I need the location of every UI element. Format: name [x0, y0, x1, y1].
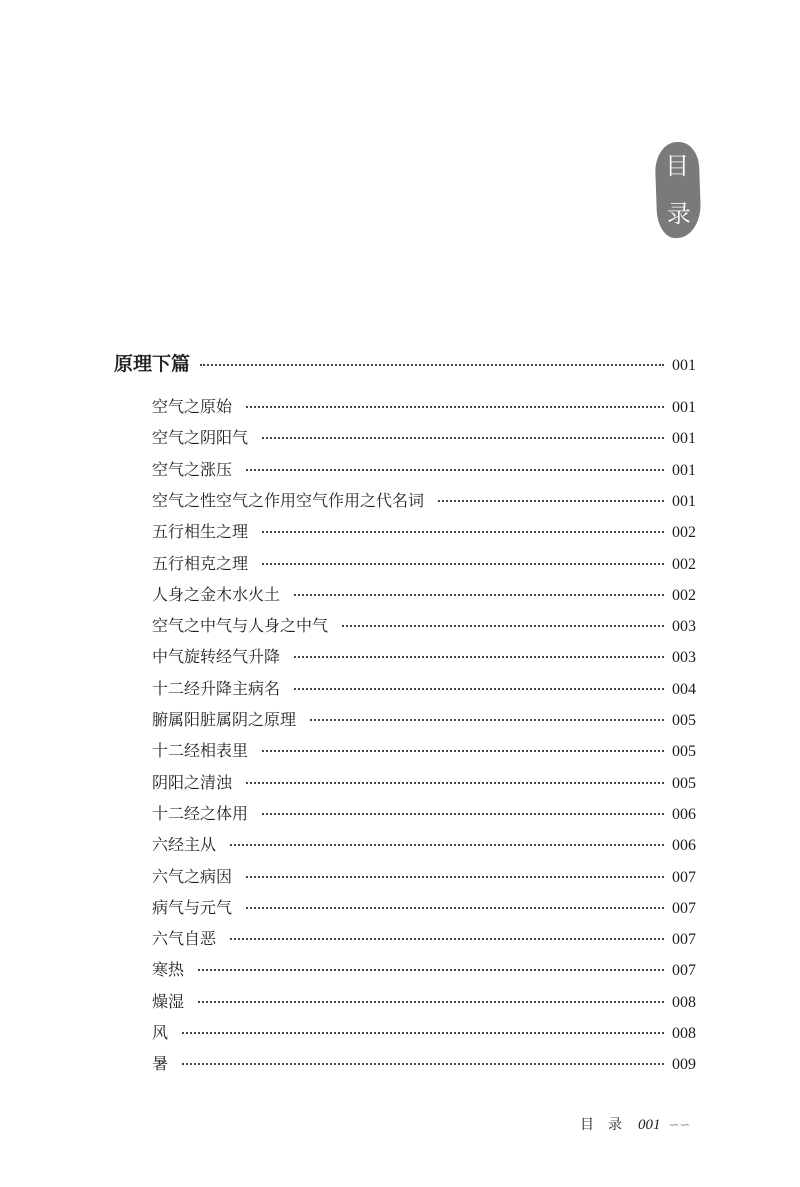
dot-leader [230, 844, 664, 846]
toc-entry-page: 007 [672, 931, 696, 948]
toc-entry[interactable] [152, 551, 696, 574]
toc-entry[interactable] [152, 613, 696, 636]
toc-entry-title: 六气之病因 [152, 867, 233, 886]
toc-part-heading[interactable] [114, 349, 696, 376]
toc-entry-page: 008 [672, 1025, 696, 1042]
contents-title-char-2: 录 [666, 199, 691, 228]
toc-entry[interactable] [152, 676, 696, 699]
dot-leader [182, 1063, 664, 1065]
toc-entry[interactable] [152, 1020, 696, 1043]
toc-entry-page: 001 [672, 493, 696, 510]
toc-entry[interactable] [152, 425, 696, 448]
toc-entry-page: 003 [672, 618, 696, 635]
contents-title-char-1: 目 [665, 152, 690, 181]
toc-entry[interactable] [152, 519, 696, 542]
toc-entry-title: 空气之涨压 [152, 460, 233, 479]
toc-entry[interactable] [152, 770, 696, 793]
toc-entry-title: 燥湿 [152, 992, 185, 1011]
toc-entry[interactable] [152, 738, 696, 761]
toc-entry-title: 五行相生之理 [152, 522, 249, 541]
contents-title-badge [654, 141, 701, 238]
toc-entry-page: 006 [672, 837, 696, 854]
toc-entry-title: 六经主从 [152, 835, 217, 854]
toc-entry[interactable] [152, 832, 696, 855]
toc-part-page: 001 [672, 357, 696, 374]
dot-leader [262, 437, 664, 439]
toc-entry-title: 寒热 [152, 960, 185, 979]
dot-leader [246, 469, 664, 471]
toc-entry[interactable] [152, 488, 696, 511]
dot-leader [438, 500, 664, 502]
toc-entry-title: 腑属阳脏属阴之原理 [152, 710, 297, 729]
toc-entry-page: 009 [672, 1056, 696, 1073]
toc-entry[interactable] [152, 926, 696, 949]
toc-entry-title: 风 [152, 1023, 169, 1042]
toc-entry-page: 008 [672, 994, 696, 1011]
dot-leader [198, 969, 664, 971]
toc-entry[interactable] [152, 895, 696, 918]
toc-entry-title: 十二经升降主病名 [152, 679, 281, 698]
toc-entry-page: 007 [672, 962, 696, 979]
footer-ornament-icon: ∽∽ [668, 1118, 691, 1133]
toc-entry-page: 003 [672, 649, 696, 666]
toc-entry[interactable] [152, 989, 696, 1012]
toc-entry-page: 002 [672, 556, 696, 573]
toc-entry[interactable] [152, 394, 696, 417]
toc-entry[interactable] [152, 957, 696, 980]
footer-label: 目录 [580, 1117, 636, 1133]
toc-entry-title: 十二经相表里 [152, 741, 249, 760]
dot-leader [230, 938, 664, 940]
toc-entry-page: 002 [672, 524, 696, 541]
dot-leader [182, 1032, 664, 1034]
toc-entry-title: 五行相克之理 [152, 554, 249, 573]
toc-entry[interactable] [152, 864, 696, 887]
dot-leader [246, 782, 664, 784]
dot-leader [342, 625, 664, 627]
dot-leader [262, 813, 664, 815]
toc-entry-page: 002 [672, 587, 696, 604]
toc-entry[interactable] [152, 707, 696, 730]
toc-entry-page: 007 [672, 869, 696, 886]
toc-entry[interactable] [152, 457, 696, 480]
toc-entry-page: 005 [672, 775, 696, 792]
page-footer [580, 1114, 700, 1134]
dot-leader [294, 656, 664, 658]
dot-leader [200, 364, 664, 366]
toc-entry-title: 空气之阴阳气 [152, 428, 249, 447]
toc-part-title: 原理下篇 [114, 353, 191, 375]
toc-entry-title: 暑 [152, 1054, 169, 1073]
toc-entry-page: 004 [672, 681, 696, 698]
dot-leader [246, 406, 664, 408]
dot-leader [246, 876, 664, 878]
toc-entry-page: 001 [672, 462, 696, 479]
toc-entry-title: 空气之中气与人身之中气 [152, 616, 329, 635]
toc-entry-title: 空气之性空气之作用空气作用之代名词 [152, 491, 425, 510]
toc-entry-title: 六气自恶 [152, 929, 217, 948]
dot-leader [262, 750, 664, 752]
dot-leader [262, 531, 664, 533]
toc-entry[interactable] [152, 1051, 696, 1074]
toc-entry-page: 006 [672, 806, 696, 823]
dot-leader [246, 907, 664, 909]
toc-entry-page: 001 [672, 399, 696, 416]
dot-leader [262, 563, 664, 565]
dot-leader [198, 1001, 664, 1003]
toc-entry[interactable] [152, 582, 696, 605]
dot-leader [294, 594, 664, 596]
toc-entry-title: 病气与元气 [152, 898, 233, 917]
dot-leader [294, 688, 664, 690]
toc-entry-title: 人身之金木水火土 [152, 585, 281, 604]
toc-entry-page: 005 [672, 743, 696, 760]
footer-page-number: 001 [638, 1117, 661, 1133]
toc-entry-page: 007 [672, 900, 696, 917]
toc-entry-page: 005 [672, 712, 696, 729]
dot-leader [310, 719, 664, 721]
toc-entry-title: 中气旋转经气升降 [152, 647, 281, 666]
toc-entry-title: 阴阳之清浊 [152, 773, 233, 792]
toc-entry[interactable] [152, 644, 696, 667]
toc-entry-title: 空气之原始 [152, 397, 233, 416]
toc-entry-page: 001 [672, 430, 696, 447]
toc-entry-title: 十二经之体用 [152, 804, 249, 823]
toc-entry[interactable] [152, 801, 696, 824]
